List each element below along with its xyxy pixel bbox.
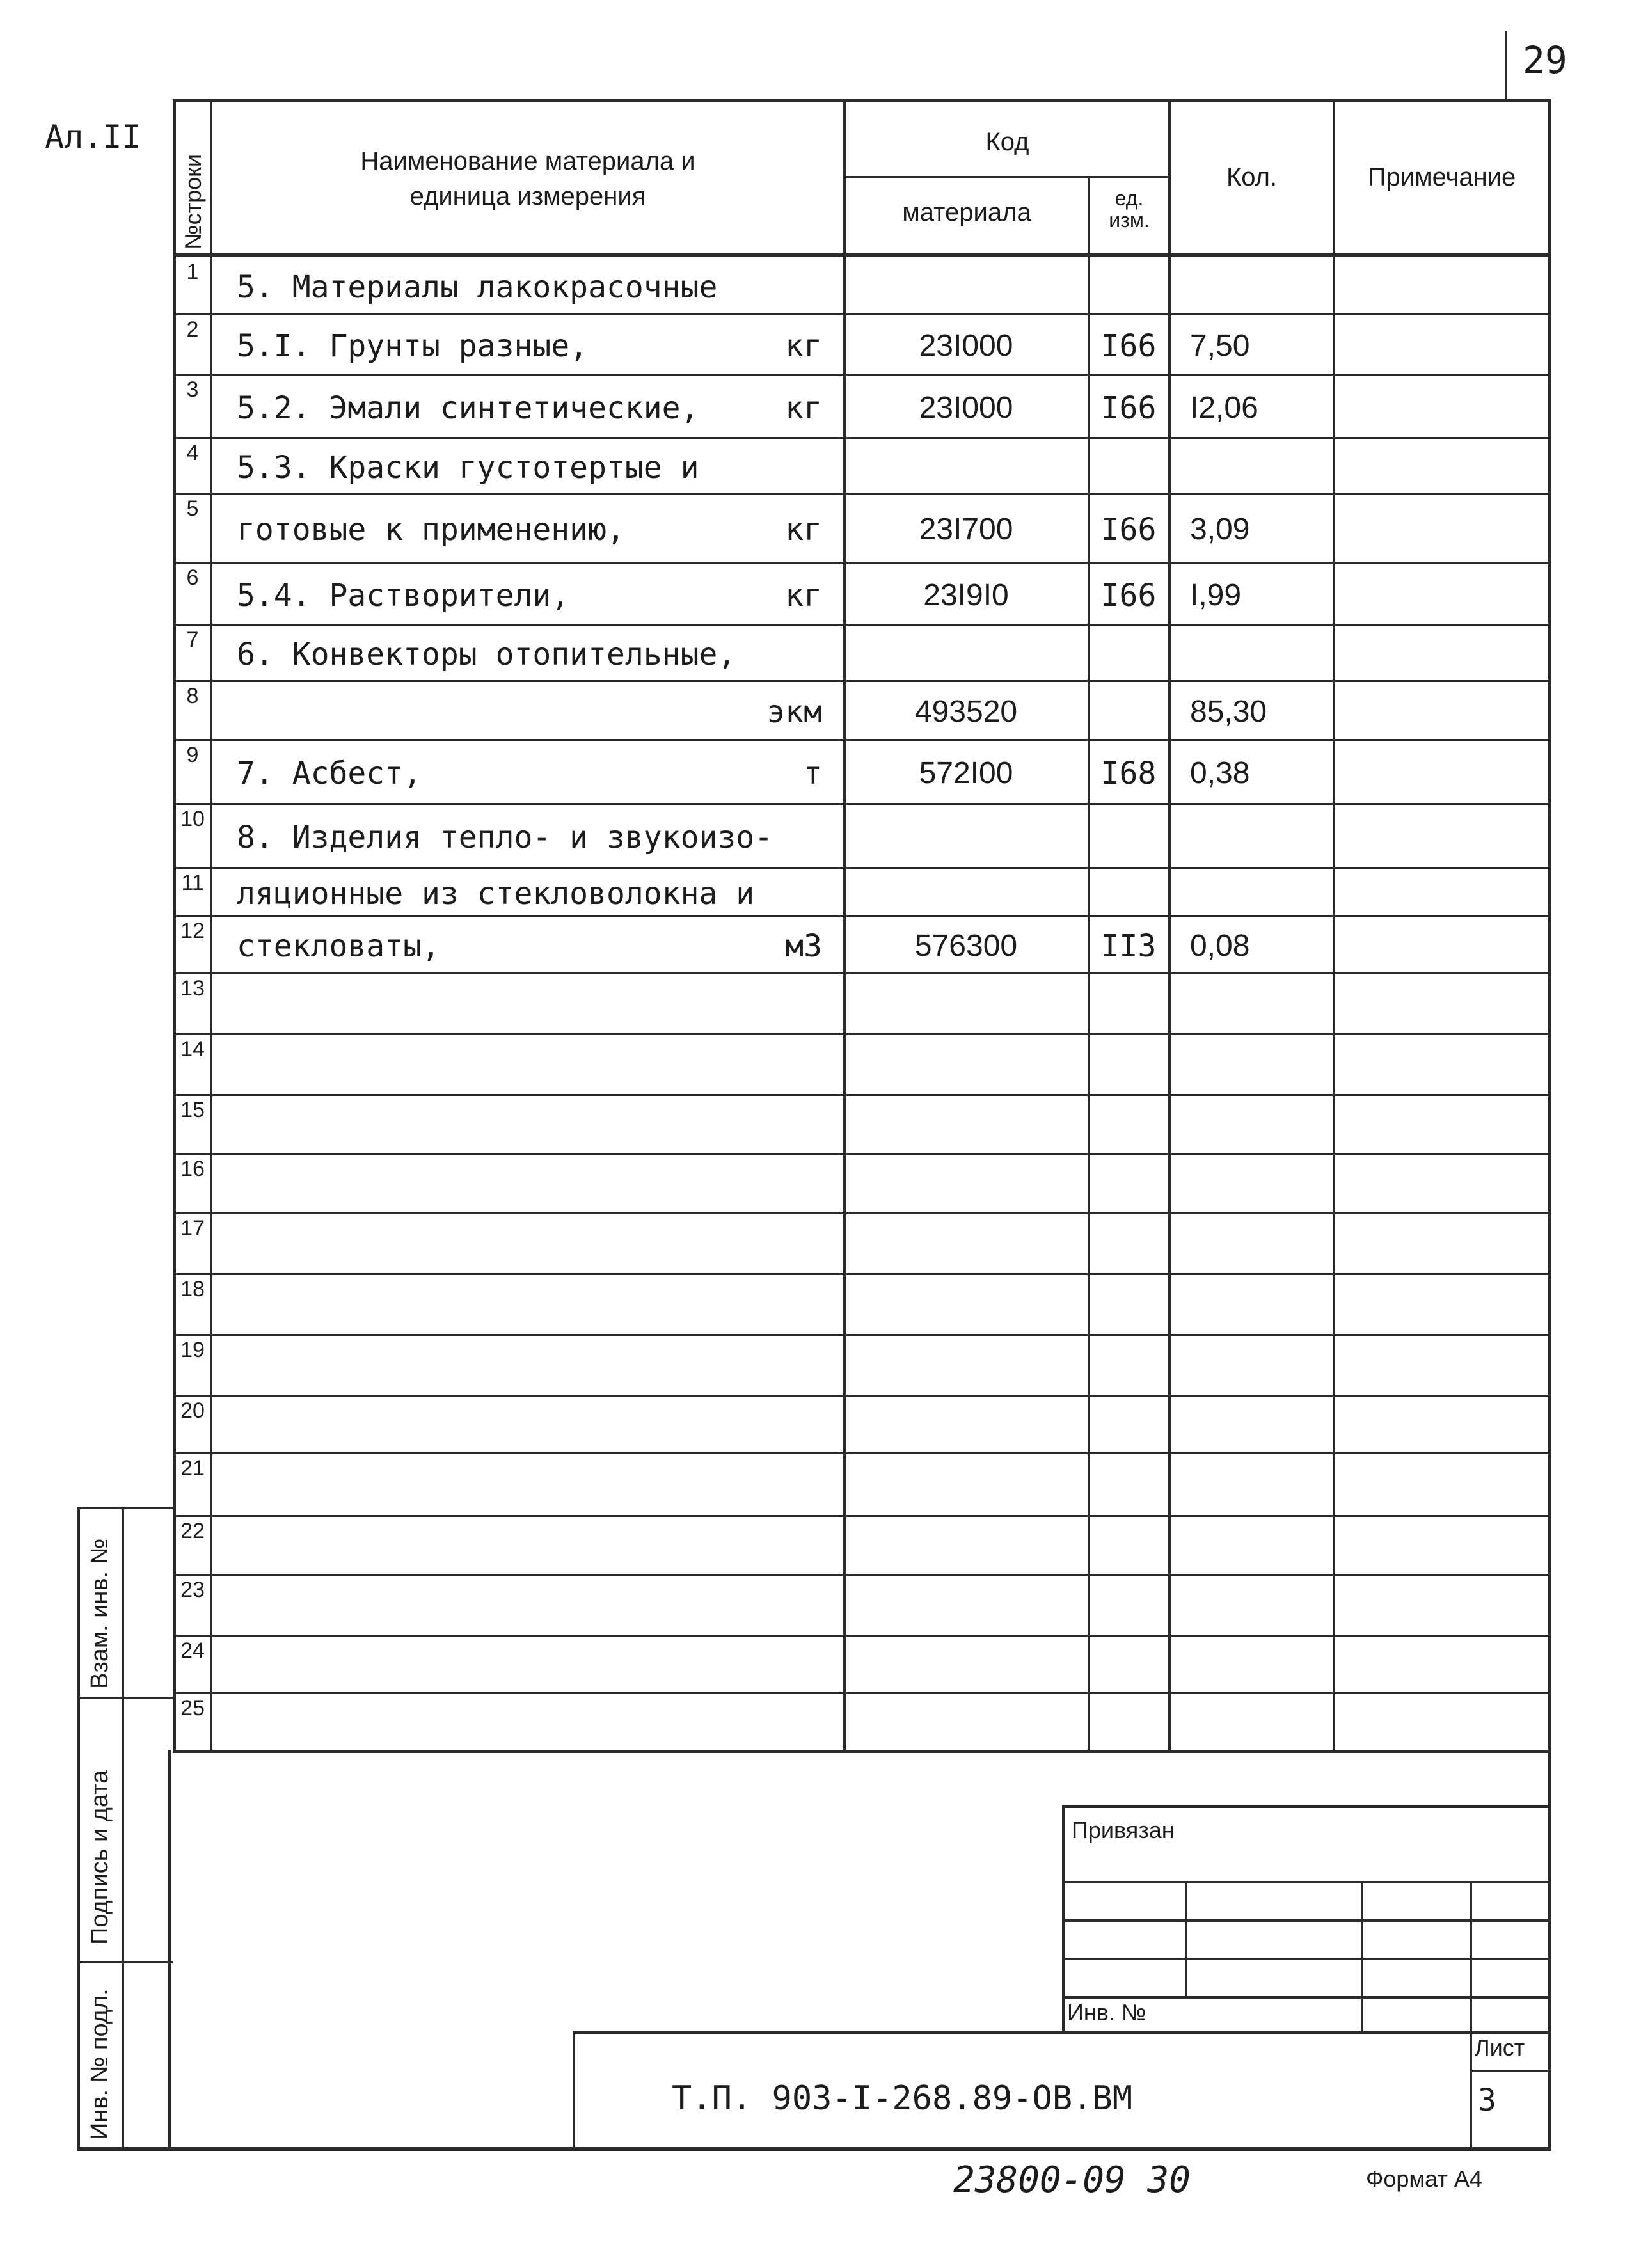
frame-bottom: [77, 2147, 1551, 2151]
row-number: 10: [180, 807, 205, 831]
row-line: [173, 562, 1551, 564]
header-name-line2: единица измерения: [409, 182, 646, 210]
row-number: 17: [180, 1216, 205, 1241]
row-number: 13: [180, 976, 205, 1001]
row-line: [173, 437, 1551, 439]
footer-format: Формат А4: [1366, 2166, 1482, 2192]
col-rowno-line: [210, 99, 212, 1753]
header-code-material: материала: [902, 198, 1031, 226]
row-unit: кг: [785, 512, 822, 548]
col-unit-line: [1168, 99, 1171, 1753]
linked-col2: [1361, 1881, 1363, 2033]
row-number: 23: [180, 1578, 205, 1602]
header-code: Код: [985, 128, 1029, 156]
designation: Т.П. 903-I-268.89-ОВ.ВМ: [672, 2079, 1133, 2118]
row-number: 22: [180, 1519, 205, 1543]
row-unit-code: II3: [1100, 928, 1157, 964]
row-material-code: 493520: [914, 695, 1018, 729]
row-name: стекловаты,: [237, 928, 440, 964]
stamp-sign-date: Подпись и дата: [86, 1770, 113, 1945]
frame-left: [168, 1750, 171, 2150]
row-qty: 7,50: [1190, 329, 1250, 363]
row-name: 5. Материалы лакокрасочные: [237, 269, 718, 305]
row-unit: кг: [785, 577, 822, 614]
row-number: 18: [180, 1277, 205, 1301]
row-number: 12: [180, 919, 205, 943]
row-qty: I,99: [1190, 578, 1242, 612]
row-name: ляционные из стекловолокна и: [237, 875, 755, 912]
row-line: [173, 1515, 1551, 1517]
row-name: готовые к применению,: [237, 512, 625, 548]
row-number: 21: [180, 1456, 205, 1480]
row-line: [173, 1094, 1551, 1096]
row-unit-code: I66: [1100, 328, 1157, 364]
row-qty: 0,38: [1190, 756, 1250, 790]
row-number: 4: [186, 441, 199, 465]
row-number: 19: [180, 1338, 205, 1362]
row-number: 15: [180, 1098, 205, 1122]
row-number: 20: [180, 1399, 205, 1423]
table-bottom-border: [173, 1750, 1551, 1753]
row-number: 25: [180, 1696, 205, 1720]
stamp-sep1: [77, 1697, 173, 1699]
row-name: 5.I. Грунты разные,: [237, 328, 589, 364]
row-line: [173, 1395, 1551, 1397]
row-number: 2: [186, 317, 199, 342]
table-right-border: [1548, 99, 1551, 1753]
row-material-code: 23I700: [919, 512, 1013, 546]
row-material-code: 572I00: [919, 756, 1013, 790]
code-subheader-line: [843, 176, 1171, 178]
row-number: 14: [180, 1037, 205, 1061]
row-line: [173, 1212, 1551, 1214]
linked-box-top: [1062, 1805, 1551, 1808]
row-unit: м3: [785, 928, 822, 964]
designation-box-top: [573, 2031, 1551, 2034]
row-line: [173, 1033, 1551, 1035]
linked-row1: [1062, 1881, 1551, 1883]
designation-box-left: [573, 2031, 575, 2150]
row-number: 16: [180, 1157, 205, 1181]
sheet-number: 3: [1478, 2082, 1496, 2118]
row-number: 5: [186, 496, 199, 521]
row-line: [173, 972, 1551, 974]
row-unit-code: I66: [1100, 512, 1157, 548]
row-name: 5.2. Эмали синтетические,: [237, 390, 699, 426]
row-name: 5.3. Краски густотертые и: [237, 449, 699, 486]
row-unit-code: I66: [1100, 390, 1157, 426]
header-code-unit-1: ед.: [1114, 187, 1144, 210]
linked-row2: [1062, 1919, 1551, 1922]
row-line: [173, 1153, 1551, 1155]
row-name: 7. Асбест,: [237, 756, 422, 791]
row-number: 8: [186, 684, 199, 708]
footer-number: 23800-09 30: [953, 2159, 1191, 2201]
sheet-box-left: [1470, 2031, 1472, 2150]
linked-label: Привязан: [1072, 1817, 1175, 1843]
row-material-code: 23I000: [919, 390, 1013, 425]
header-note: Примечание: [1367, 163, 1516, 191]
row-number: 3: [186, 377, 199, 402]
header-row-no: №строки: [180, 154, 206, 250]
row-qty: 3,09: [1190, 512, 1250, 546]
col-name-line: [843, 99, 846, 1753]
row-line: [173, 1452, 1551, 1454]
row-unit: т: [804, 756, 822, 791]
row-number: 11: [181, 871, 204, 895]
header-code-unit-2: изм.: [1109, 209, 1150, 232]
row-unit: кг: [785, 328, 822, 364]
header-qty: Кол.: [1226, 163, 1278, 191]
header-bottom-border: [173, 253, 1551, 257]
inv-no-label: Инв. №: [1067, 1999, 1146, 2026]
row-number: 9: [186, 743, 199, 767]
linked-row3: [1062, 1958, 1551, 1960]
sheet-label: Лист: [1475, 2034, 1525, 2061]
row-name: 6. Конвекторы отопительные,: [237, 637, 736, 672]
page-number: 29: [1523, 38, 1567, 82]
row-unit-code: I68: [1100, 756, 1157, 791]
page-number-rule: [1505, 31, 1507, 101]
row-line: [173, 803, 1551, 805]
row-line: [173, 1574, 1551, 1576]
row-unit-code: I66: [1100, 577, 1157, 614]
frame-right: [1548, 1750, 1551, 2150]
sheet-box-mid: [1470, 2070, 1551, 2072]
row-unit: экм: [766, 694, 822, 730]
row-material-code: 576300: [914, 929, 1018, 963]
linked-row4: [1062, 1996, 1551, 1999]
table-top-border: [173, 99, 1551, 102]
row-unit: кг: [785, 390, 822, 426]
row-line: [173, 739, 1551, 741]
row-name: 8. Изделия тепло- и звукоизо-: [237, 820, 773, 855]
stamp-sep2: [77, 1961, 173, 1963]
row-line: [173, 680, 1551, 682]
row-material-code: 23I000: [919, 329, 1013, 363]
row-line: [173, 867, 1551, 869]
row-line: [173, 1334, 1551, 1336]
row-material-code: 23I9I0: [923, 578, 1009, 612]
row-number: 24: [180, 1638, 205, 1663]
row-number: 6: [186, 566, 199, 590]
row-qty: 0,08: [1190, 929, 1250, 963]
row-line: [173, 915, 1551, 917]
row-line: [173, 1273, 1551, 1275]
row-number: 7: [186, 628, 199, 652]
linked-col1: [1185, 1881, 1187, 1997]
stamp-top: [77, 1507, 173, 1509]
row-name: 5.4. Растворители,: [237, 577, 570, 614]
row-qty: I2,06: [1190, 390, 1258, 425]
album-label: Ал.II: [45, 118, 141, 155]
col-qty-line: [1333, 99, 1335, 1753]
linked-col3: [1470, 1881, 1472, 2033]
row-number: 1: [186, 260, 199, 284]
row-line: [173, 1692, 1551, 1694]
row-line: [173, 374, 1551, 376]
stamp-inner-line: [122, 1507, 124, 2150]
row-line: [173, 1635, 1551, 1637]
row-qty: 85,30: [1190, 695, 1267, 729]
header-name-line1: Наименование материала и: [360, 147, 695, 175]
row-line: [173, 493, 1551, 495]
stamp-inv-orig: Инв. № подл.: [86, 1988, 113, 2140]
stamp-swap-inv: Взам. инв. №: [86, 1538, 113, 1689]
row-line: [173, 624, 1551, 626]
stamp-outer-left: [77, 1507, 80, 2150]
row-line: [173, 313, 1551, 315]
